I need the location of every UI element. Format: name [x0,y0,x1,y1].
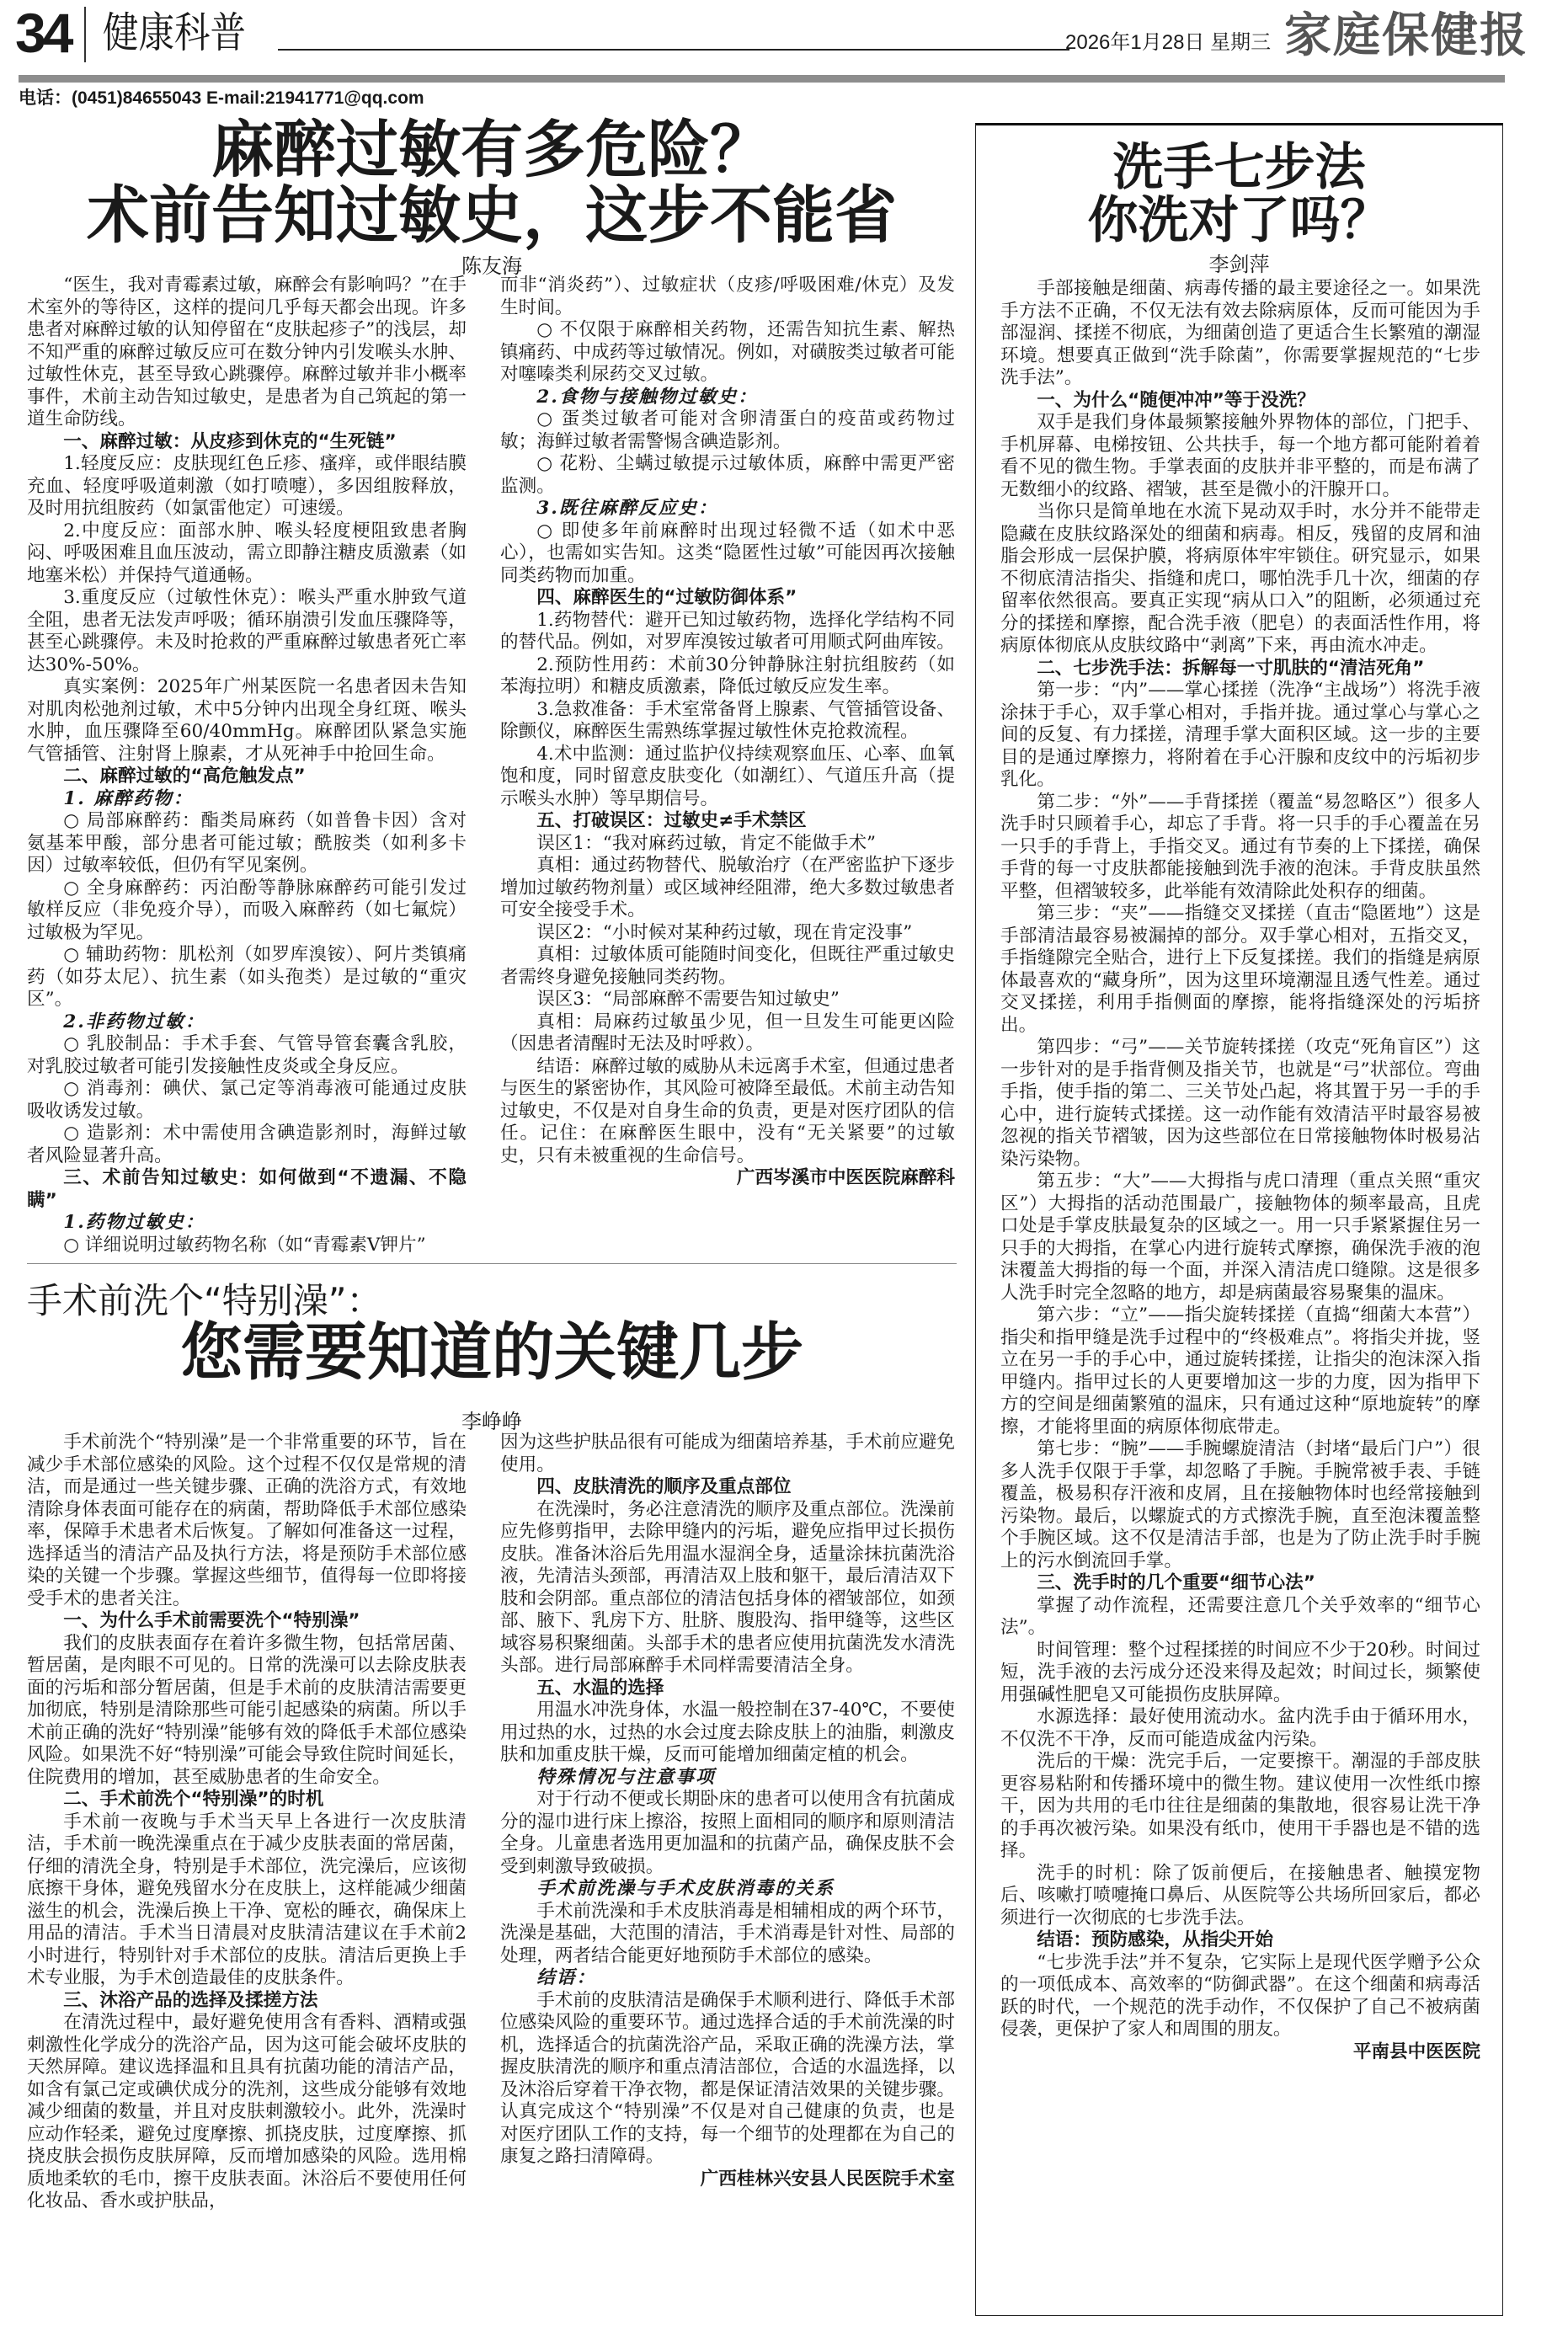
paragraph: ○ 详细说明过敏药物名称（如“青霉素V钾片” [63,1234,426,1256]
subheading: 2.食物与接触物过敏史： [536,386,758,408]
contact-info: 电话：(0451)84655043 E-mail:21941771@qq.com [19,88,424,108]
paragraph: ○ 花粉、尘螨过敏提示过敏体质，麻醉中需更严密监测。 [500,453,955,497]
paragraph: “医生，我对青霉素过敏，麻醉会有影响吗？”在手术室外的等待区，这样的提问几乎每天都会出现。许多患者对麻醉过敏的认知停留在“皮肤起疹子”的浅层，却不知严重的麻醉过敏反应可在数分钟内引发喉头水肿、过敏性休克，甚至导致心跳骤停。麻醉过敏并非小概率事件，术前主动告知过敏史，是患者为自己筑起的第一道生命防线。 [27,275,467,429]
title-line-2: 术前告知过敏史，这步不能省 [87,179,897,252]
paragraph: 3.急救准备：手术室常备肾上腺素、气管插管设备、除颤仪，麻醉医生需熟练掌握过敏性休克抢救流程。 [500,698,955,742]
paragraph: ○ 全身麻醉药：丙泊酚等静脉麻醉药可能引发过敏样反应（非免疫介导），而吸入麻醉药（如七氟烷）过敏极为罕见。 [27,877,467,943]
byline: 平南县中医医院 [1352,2041,1480,2062]
section-heading: 一、为什么手术前需要洗个“特别澡” [63,1610,360,1631]
paragraph: 第五步：“大”——大拇指与虎口清理（重点关照“重灾区”）大拇指的活动范围最广，接触物体的频率最高，且虎口处是手掌皮肤最复杂的区域之一。用一只手紧紧握住另一只手的大拇指，在掌心内进行旋转式摩擦，确保洗手液的泡沫覆盖大拇指的每一个面，并深入清洁虎口缝隙。这是很多人洗手时完全忽略的地方，却是病菌最容易聚集的温床。 [1000,1171,1480,1304]
paragraph: 而非“消炎药”）、过敏症状（皮疹/呼吸困难/休克）及发生时间。 [500,275,955,318]
article-kicker: 手术前洗个“特别澡”： [27,1280,382,1321]
paragraph: 手术前一夜晚与手术当天早上各进行一次皮肤清洁，手术前一晚洗澡重点在于减少皮肤表面的常居菌，仔细的清洗全身，特别是手术部位，洗完澡后，应该彻底擦干身体，避免残留水分在皮肤上，这样能减少细菌滋生的机会，洗澡后换上干净、宽松的睡衣，确保床上用品的清洁。手术当日清晨对皮肤清洁建议在手术前2小时进行，特别针对手术部位的皮肤。清洁后更换上手术专业服，为手术创造最佳的皮肤条件。 [27,1811,467,1988]
paragraph: 当你只是简单地在水流下晃动双手时，水分并不能带走隐藏在皮肤纹路深处的细菌和病毒。相反，残留的皮屑和油脂会形成一层保护膜，将病原体牢牢锁住。研究显示，如果不彻底清洁指尖、指缝和虎口，哪怕洗手几十次，细菌的存留率依然很高。要真正实现“病从口入”的阻断，必须通过充分的揉搓和摩擦，配合洗手液（肥皂）的表面活性作用，将病原体彻底从皮肤纹路中“剥离”下来，再由流水冲走。 [1000,501,1480,656]
section-heading: 四、麻醉医生的“过敏防御体系” [536,587,797,608]
paragraph: 手术前洗个“特别澡”是一个非常重要的环节，旨在减少手术部位感染的风险。这个过程不仅仅是常规的清洁，而是通过一些关键步骤、正确的洗浴方式，有效地清除身体表面可能存在的病菌，帮助降低手术部位感染率，保障手术患者术后恢复。了解如何准备这一过程，选择适当的清洁产品及执行方法，将是预防手术部位感染的关键一个步骤。掌握这些细节，值得每一位即将接受手术的患者关注。 [27,1432,467,1609]
paragraph: 洗后的干燥：洗完手后，一定要擦干。潮湿的手部皮肤更容易粘附和传播环境中的微生物。建议使用一次性纸巾擦干，因为共用的毛巾往往是细菌的集散地，很容易让洗干净的手再次被污染。如果没有纸巾，使用干手器也是不错的选择。 [1000,1751,1480,1861]
paragraph: 在洗澡时，务必注意清洗的顺序及重点部位。洗澡前应先修剪指甲，去除甲缝内的污垢，避免应指甲过长损伤皮肤。准备沐浴后先用温水湿润全身，适量涂抹抗菌洗浴液，先清洁头颈部，再清洁双上肢和躯干，最后清洁双下肢和会阴部。重点部位的清洁包括身体的褶皱部位，如颈部、腋下、乳房下方、肚脐、腹股沟、指甲缝等，这些区域容易积聚细菌。头部手术的患者应使用抗菌洗发水清洗头部。进行局部麻醉手术同样需要清洁全身。 [500,1498,955,1676]
article-author: 李峥峥 [461,1410,522,1433]
paragraph: 手术前洗澡和手术皮肤消毒是相辅相成的两个环节，洗澡是基础，大范围的清洁，手术消毒是针对性、局部的处理，两者结合能更好地预防手术部位的感染。 [500,1900,955,1966]
article-title [975,138,1503,250]
paragraph: 真相：局麻药过敏虽少见，但一旦发生可能更凶险（因患者清醒时无法及时呼救）。 [500,1011,955,1054]
subheading: 手术前洗澡与手术皮肤消毒的关系 [536,1878,835,1899]
paragraph: 掌握了动作流程，还需要注意几个关乎效率的“细节心法”。 [1000,1594,1480,1638]
section-name: 健康科普 [103,8,246,57]
paragraph: 手术前的皮肤清洁是确保手术顺利进行、降低手术部位感染风险的重要环节。通过选择合适的手术前洗澡的时机，选择适合的抗菌洗浴产品，采取正确的洗澡方法，掌握皮肤清洗的顺序和重点清洁部位，合适的水温选择，以及沐浴后穿着干净衣物，都是保证清洁效果的关键步骤。认真完成这个“特别澡”不仅是对自己健康的负责，也是对医疗团队工作的支持，每一个细节的处理都在为自己的康复之路扫清障碍。 [500,1989,955,2167]
paragraph: 水源选择：最好使用流动水。盆内洗手由于循环用水，不仅洗不干净，反而可能造成盆内污染。 [1000,1706,1480,1750]
paragraph: 第六步：“立”——指尖旋转揉搓（直捣“细菌大本营”）指尖和指甲缝是洗手过程中的“终极难点”。将指尖并拢，竖立在另一手的手心中，通过旋转揉搓，让指尖的泡沫深入指甲缝内。指甲过长的人更要增加这一步的力度，因为指甲下方的空间是细菌繁殖的温床，只有通过这种“原地旋转”的摩擦，才能将里面的病原体彻底带走。 [1000,1304,1480,1438]
byline: 广西岑溪市中医医院麻醉科 [736,1167,955,1188]
subheading: 1.药物过敏史： [63,1212,205,1233]
subheading: 结语： [536,1967,596,1988]
paragraph: 真相：过敏体质可能随时间变化，但既往严重过敏史者需终身避免接触同类药物。 [500,944,955,988]
paragraph: 第一步：“内”——掌心揉搓（洗净“主战场”）将洗手液涂抹于手心，双手掌心相对，手指并拢。通过掌心与掌心之间的反复、有力揉搓，清理手掌大面积区域。这一步的主要目的是通过摩擦力，将附着在手心汗腺和皮纹中的污垢初步乳化。 [1000,680,1480,790]
paragraph: 误区2：“小时候对某种药过敏，现在肯定没事” [536,921,913,943]
paragraph: 洗手的时机：除了饭前便后，在接触患者、触摸宠物后、咳嗽打喷嚏掩口鼻后、从医院等公共场所回家后，都必须进行一次彻底的七步洗手法。 [1000,1862,1480,1929]
masthead: 家庭保健报 [1284,8,1528,63]
paragraph: 第七步：“腕”——手腕螺旋清洁（封堵“最后门户”）很多人洗手仅限于手掌，却忽略了手腕。手腕常被手表、手链覆盖，极易积存汗液和皮屑，且在接触物体时也经常接触到污染物。最后，以螺旋式的方式擦洗手腕，直至泡沫覆盖整个手腕区域。这不仅是清洁手部，也是为了防止洗手时手腕上的污水倒流回手掌。 [1000,1438,1480,1571]
paragraph: ○ 不仅限于麻醉相关药物，还需告知抗生素、解热镇痛药、中成药等过敏情况。例如，对磺胺类过敏者可能对噻嗪类利尿药交叉过敏。 [500,319,955,385]
paragraph: 第三步：“夹”——指缝交叉揉搓（直击“隐匿地”）这是手部清洁最容易被漏掉的部分。双手掌心相对，五指交叉，手指缝隙完全贴合，进行上下反复揉搓。我们的指缝是病原体最喜欢的“藏身所”，因为这里环境潮湿且透气性差。通过交叉揉搓，利用手指侧面的摩擦，能将指缝深处的污垢挤出。 [1000,903,1480,1036]
article-column [27,1432,467,2324]
article-column [500,1432,955,2324]
section-heading: 四、皮肤清洗的顺序及重点部位 [536,1476,792,1497]
paragraph: 误区1：“我对麻药过敏，肯定不能做手术” [536,832,877,854]
paragraph: 1.轻度反应：皮肤现红色丘疹、瘙痒，或伴眼结膜充血、轻度呼吸道刺激（如打喷嚏），多因组胺释放，及时用抗组胺药（如氯雷他定）可速缓。 [27,453,467,519]
subheading: 1. 麻醉药物： [63,787,194,809]
paragraph: ○ 局部麻醉药：酯类局麻药（如普鲁卡因）含对氨基苯甲酸，部分患者可能过敏；酰胺类（如利多卡因）过敏率较低，但仍有罕见案例。 [27,810,467,876]
paragraph: 因为这些护肤品很有可能成为细菌培养基，手术前应避免使用。 [500,1432,955,1475]
paragraph: 2.中度反应：面部水肿、喉头轻度梗阻致患者胸闷、呼吸困难且血压波动，需立即静注糖皮质激素（如地塞米松）并保持气道通畅。 [27,520,467,586]
paragraph: 第二步：“外”——手背揉搓（覆盖“易忽略区”）很多人洗手时只顾着手心，却忘了手背。将一只手的手心覆盖在另一只手的手背上，手指交叉。通过有节奏的上下揉搓，确保手背的每一寸皮肤都能接触到洗手液的泡沫。手背皮肤虽然平整，但褶皱较多，此举能有效清除此处积存的细菌。 [1000,791,1480,902]
paragraph: 真相：通过药物替代、脱敏治疗（在严密监护下逐步增加过敏药物剂量）或区域神经阻滞，绝大多数过敏患者可安全接受手术。 [500,855,955,920]
paragraph: ○ 辅助药物：肌松剂（如罗库溴铵）、阿片类镇痛药（如芬太尼）、抗生素（如头孢类）是过敏的“重灾区”。 [27,944,467,1010]
byline: 广西桂林兴安县人民医院手术室 [700,2168,955,2190]
section-heading: 一、麻醉过敏：从皮疹到休克的“生死链” [63,430,397,452]
page-number: 34 [15,2,71,64]
paragraph: ○ 蛋类过敏者可能对含卵清蛋白的疫苗或药物过敏；海鲜过敏者需警惕含碘造影剂。 [500,408,955,452]
section-heading: 结语：预防感染，从指尖开始 [1037,1929,1273,1950]
paragraph: ○ 乳胶制品：手术手套、气管导管套囊含乳胶，对乳胶过敏者可能引发接触性皮炎或全身反应。 [27,1033,467,1077]
title-line-1: 麻醉过敏有多危险？ [211,114,772,186]
subheading: 2.非药物过敏： [63,1011,205,1032]
section-heading: 三、沐浴产品的选择及揉搓方法 [63,1989,318,2011]
section-heading: 一、为什么“随便冲冲”等于没洗？ [1037,389,1315,411]
article-column [500,275,955,1256]
title-line-1: 洗手七步法 [1112,138,1366,197]
paragraph: ○ 造影剂：术中需使用含碘造影剂时，海鲜过敏者风险显著升高。 [27,1123,467,1166]
header-bar [19,75,1505,83]
paragraph: 2.预防性用药：术前30分钟静脉注射抗组胺药（如苯海拉明）和糖皮质激素，降低过敏反应发生率。 [500,654,955,697]
paragraph: “七步洗手法”并不复杂，它实际上是现代医学赠予公众的一项低成本、高效率的“防御武器”。在这个细菌和病毒活跃的时代，一个规范的洗手动作，不仅保护了自己不被病菌侵袭，更保护了家人和周围的朋友。 [1000,1951,1480,2040]
paragraph: 误区3：“局部麻醉不需要告知过敏史” [536,989,840,1010]
article-divider [27,1263,957,1264]
paragraph: 真实案例：2025年广州某医院一名患者因未告知对肌肉松弛剂过敏，术中5分钟内出现全身红斑、喉头水肿，血压骤降至60/40mmHg。麻醉团队紧急实施气管插管、注射肾上腺素，才从死神手中抢回生命。 [27,676,467,765]
article-author: 李剑萍 [1208,253,1270,276]
issue-date: 2026年1月28日 星期三 [1065,31,1272,54]
section-heading: 二、麻醉过敏的“高危触发点” [63,766,306,787]
paragraph: 第四步：“弓”——关节旋转揉搓（攻克“死角盲区”）这一步针对的是手指背侧及指关节，也就是“弓”状部位。弯曲手指，使手指的第二、三关节处凸起，将其置于另一手的手心中，进行旋转式揉搓。这一动作能有效清洁平时最容易被忽视的指关节褶皱，因为这些部位在日常接触物体时极易沾染污染物。 [1000,1037,1480,1170]
header-rule [278,49,1069,51]
paragraph: 3.重度反应（过敏性休克）：喉头严重水肿致气道全阻，患者无法发声呼吸；循环崩溃引发血压骤降等，甚至心跳骤停。未及时抢救的严重麻醉过敏患者死亡率达30%-50%。 [27,587,467,675]
section-heading: 五、水温的选择 [536,1677,664,1699]
paragraph: 时间管理：整个过程揉搓的时间应不少于20秒。时间过短，洗手液的去污成分还没来得及起效；时间过长，频繁使用强碱性肥皂又可能损伤皮肤屏障。 [1000,1639,1480,1705]
article-column [27,275,467,1256]
paragraph: 我们的皮肤表面存在着许多微生物，包括常居菌、暂居菌，是肉眼不可见的。日常的洗澡可以去除皮肤表面的污垢和部分暂居菌，但是手术前的皮肤清洁需要更加彻底，特别是清除那些可能引起感染的病菌。所以手术前正确的洗好“特别澡”能够有效的降低手术部位感染风险。如果洗不好“特别澡”可能会导致住院时间延长，住院费用的增加，甚至威胁患者的生命安全。 [27,1632,467,1788]
article-title: 您需要知道的关键几步 [180,1316,803,1389]
subheading: 3.既往麻醉反应史： [536,498,718,519]
paragraph: 1.药物替代：避开已知过敏药物，选择化学结构不同的替代品。例如，对罗库溴铵过敏者可用顺式阿曲库铵。 [500,609,955,653]
paragraph: 在清洗过程中，最好避免使用含有香料、酒精或强刺激性化学成分的洗浴产品，因为这可能会破坏皮肤的天然屏障。建议选择温和且具有抗菌功能的清洁产品，如含有氯己定或碘伏成分的洗剂，这些成分能够有效地减少细菌的数量，并且对皮肤刺激较小。此外，洗澡时应动作轻柔，避免过度摩擦、抓挠皮肤，过度摩擦、抓挠皮肤会损伤皮肤屏障，反而增加感染的风险。选用棉质地柔软的毛巾，擦干皮肤表面。沐浴后不要使用任何化妆品、香水或护肤品， [27,2012,467,2211]
paragraph: 双手是我们身体最频繁接触外界物体的部位，门把手、手机屏幕、电梯按钮、公共扶手，每一个地方都可能附着着看不见的微生物。手掌表面的皮肤并非平整的，而是布满了无数细小的纹路、褶皱，甚至是微小的汗腺开口。 [1000,412,1480,500]
paragraph: 对于行动不便或长期卧床的患者可以使用含有抗菌成分的湿巾进行床上擦浴，按照上面相同的顺序和原则清洁全身。儿童患者选用更加温和的抗菌产品，确保皮肤不会受到刺激导致破损。 [500,1789,955,1877]
paragraph: 4.术中监测：通过监护仪持续观察血压、心率、血氧饱和度，同时留意皮肤变化（如潮红）、气道压升高（提示喉头水肿）等早期信号。 [500,743,955,809]
section-heading: 三、术前告知过敏史：如何做到“不遗漏、不隐瞒” [27,1167,467,1211]
section-heading: 二、七步洗手法：拆解每一寸肌肤的“清洁死角” [1037,657,1425,679]
paragraph: 用温水冲洗身体，水温一般控制在37-40℃，不要使用过热的水，过热的水会过度去除皮肤上的油脂，刺激皮肤和加重皮肤干燥，反而可能增加细菌定植的机会。 [500,1699,955,1765]
article-author: 陈友海 [461,254,522,278]
divider [84,7,86,62]
paragraph: ○ 即使多年前麻醉时出现过轻微不适（如术中恶心），也需如实告知。这类“隐匿性过敏”可能因再次接触同类药物而加重。 [500,520,955,586]
subheading: 特殊情况与注意事项 [536,1766,716,1788]
section-heading: 三、洗手时的几个重要“细节心法” [1037,1572,1315,1593]
paragraph: 手部接触是细菌、病毒传播的最主要途径之一。如果洗手方法不正确，不仅无法有效去除病原体，反而可能因为手部湿润、揉搓不彻底，为细菌创造了更适合生长繁殖的潮湿环境。想要真正做到“洗手除菌”，你需要掌握规范的“七步洗手法”。 [1000,278,1480,388]
paragraph: 结语：麻醉过敏的威胁从未远离手术室，但通过患者与医生的紧密协作，其风险可被降至最低。术前主动告知过敏史，不仅是对自身生命的负责，更是对医疗团队的信任。记住：在麻醉医生眼中，没有“无关紧要”的过敏史，只有未被重视的生命信号。 [500,1055,955,1166]
article-column [1000,278,1480,2307]
title-line-2: 你洗对了吗？ [1087,191,1391,250]
section-heading: 五、打破误区：过敏史≠手术禁区 [536,810,807,831]
paragraph: ○ 消毒剂：碘伏、氯己定等消毒液可能通过皮肤吸收诱发过敏。 [27,1078,467,1122]
section-heading: 二、手术前洗个“特别澡”的时机 [63,1789,324,1810]
article-title [27,114,957,252]
